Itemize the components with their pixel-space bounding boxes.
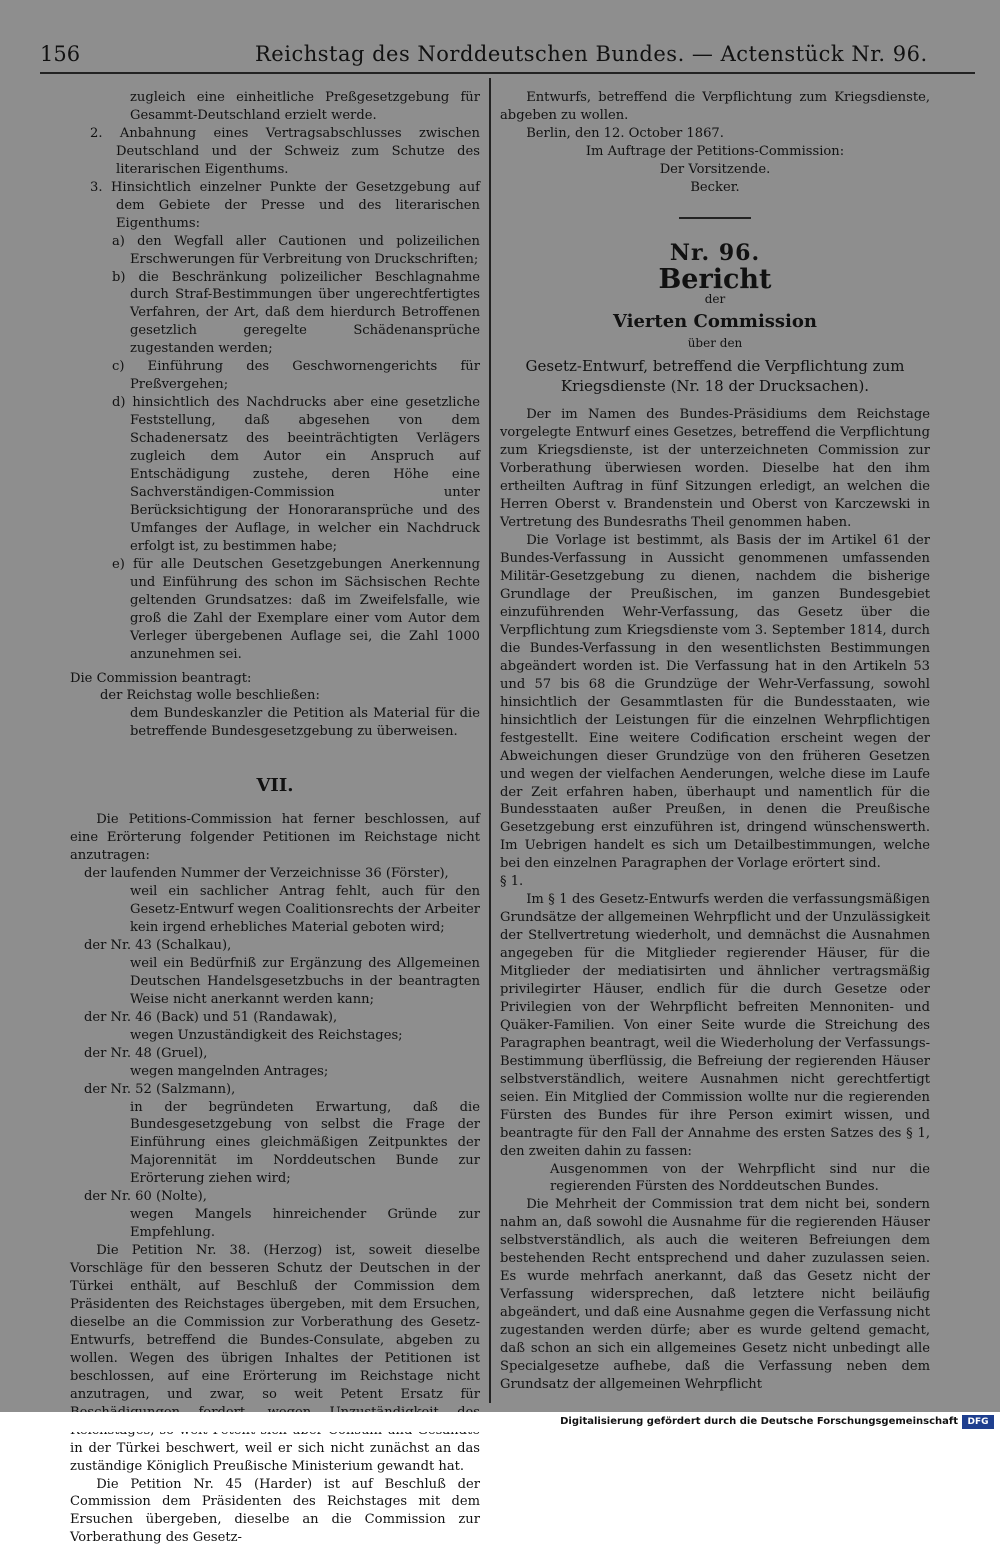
list-item: der Nr. 48 (Gruel),	[84, 1045, 208, 1061]
footer	[0, 1412, 1000, 1432]
list-item: der Nr. 43 (Schalkau),	[84, 937, 232, 953]
list-item: weil ein Bedürfniß zur Ergänzung des Allgemeinen Deutschen Handelsgesetzbuchs in der beantragten Weise nicht anerkannt werden kann;	[130, 955, 480, 1007]
list-item: wegen Unzuständigkeit des Reichstages;	[130, 1027, 403, 1043]
paragraph: Die Petition Nr. 45 (Harder) ist auf Beschluß der Commission dem Präsidenten des Reichstages mit dem Ersuchen übergeben, dieselbe an die Commission zur Vorberathung des Gesetz-	[70, 1476, 480, 1546]
left-column	[70, 89, 480, 1547]
list-item: b) die Beschränkung polizeilicher Beschlagnahme durch Straf-Bestimmungen über ungerechtfertigtes Verfahren, der Art, daß dem hierdurch Betroffenen gesetzlich geregelte Schädenansprüche zugestanden werden;	[112, 269, 480, 357]
section-heading: § 1.	[500, 874, 524, 890]
paragraph: dem Bundeskanzler die Petition als Material für die betreffende Bundesgesetzgebung zu überweisen.	[130, 706, 480, 740]
quotation: Ausgenommen von der Wehrpflicht sind nur die regierenden Fürsten des Norddeutschen Bundes.	[550, 1161, 930, 1195]
list-item: der Nr. 60 (Nolte),	[84, 1189, 207, 1205]
report-title: Bericht	[658, 263, 772, 295]
paragraph: Die Petition Nr. 38. (Herzog) ist, soweit dieselbe Vorschläge für den besseren Schutz der Deutschen in der Türkei enthält, auf Beschluß der Commission dem Präsidenten des Reichstages übergeben, mit dem Ersuchen, dieselbe an die Commission zur Vorberathung des Gesetz-Entwurfs, betreffend die Bundes-Consulate, abgeben zu wollen. Wegen des übrigen Inhaltes der Petitionen ist beschlossen, auf eine Erörterung im Reichstage nicht anzutragen, und zwar, so weit Petent Ersatz für in der Türkei beschwert, weil er sich nicht zunächst an das zuständige Königlich Preußische Ministerium gewandt hat.	[70, 1243, 480, 1474]
paragraph: Im § 1 des Gesetz-Entwurfs werden die verfassungsmäßigen Grundsätze der allgemeinen Wehrpflicht und der Unzulässigkeit der Stellvertretung wiederholt, und demnächst die Ausnahmen angegeben für die Mitglieder regierender Häuser, für die Mitglieder der mediatisirten und ähnlicher vertragsmäßig privilegirter Häuser, endlich für die durch Gesetze oder Privilegien von der Wehrpflicht befreiten Mennoniten- und Quäker-Familien. Von einer Seite wurde die Streichung des Paragraphen beantragt, weil die Wiederholung der Verfassungs-Bestimmung überflüssig, die Befreiung der regierenden Häuser selbstverständlich, weitere Ausnahmen nicht gerechtfertigt seien. Ein Mitglied der Commission wollte nur die regierenden Fürsten des Bundes für ihre Person eximirt wissen, und beantragte für den Fall der Annahme des ersten Satzes des § 1, den zweiten dahin zu fassen:	[500, 892, 930, 1159]
separator-rule	[679, 217, 751, 219]
list-item: wegen mangelnden Antrages;	[130, 1063, 329, 1079]
signature-line: Im Auftrage der Petitions-Commission:	[585, 143, 845, 159]
commission-name: Vierten Commission	[612, 310, 817, 332]
paragraph: zugleich eine einheitliche Preßgesetzgebung für Gesammt-Deutschland erzielt werde.	[130, 90, 480, 123]
date-line: Berlin, den 12. October 1867.	[526, 125, 724, 141]
list-item: a) den Wegfall aller Cautionen und polizeilichen Erschwerungen für Verbreitung von Druckschriften;	[112, 233, 480, 267]
list-item: der Nr. 52 (Salzmann),	[84, 1081, 236, 1097]
paragraph: Die Petitions-Commission hat ferner beschlossen, auf eine Erörterung folgender Petitionen im Reichstage nicht anzutragen:	[70, 812, 480, 864]
funding-notice: Digitalisierung gefördert durch die Deutsche Forschungsgemeinschaft	[560, 1416, 958, 1427]
list-item: 2. Anbahnung eines Vertragsabschlusses zwischen Deutschland und der Schweiz zum Schutze des literarischen Eigenthums.	[90, 125, 480, 177]
document-number: Nr. 96.	[669, 239, 761, 266]
paragraph: Die Vorlage ist bestimmt, als Basis der im Artikel 61 der Bundes-Verfassung in Aussicht genommenen umfassenden Militär-Gesetzgebung zu dienen, nachdem die bisherige Grundlage der Preußischen, im ganzen Bundesgebiet einzuführenden Wehr-Verfassung, das Gesetz über die Verpflichtung zum Kriegsdienste vom 3. September 1814, durch die Bundes-Verfassung in den wesentlichsten Bestimmungen abgeändert worden ist. Die Verfassung hat in den Artikeln 53 und 57 bis 68 die Grundzüge der Wehr-Verfassung, sowohl hinsichtlich der Gesammtlasten für die Bundesstaaten, wie hinsichtlich der Leistungen für die einzelnen Wehrpflichtigen festgestellt. Eine weitere Codification erscheint wegen der Abweichungen dieser Grundzüge von den früheren Gesetzen und wegen der vielfachen Aenderungen, welche diese im Laufe der Zeit erfahren haben, überhaupt und namentlich für die Bundesstaaten außer Preußen, in denen die Preußische Gesetzgebung erst einzuführen ist, dringend wünschenswerth. Im Uebrigen handelt es sich um Detailbestimmungen, welche bei den einzelnen Paragraphen der Vorlage erörtert sind.	[500, 533, 930, 872]
paragraph: Die Commission beantragt:	[70, 670, 252, 686]
list-item: wegen Mangels hinreichender Gründe zur Empfehlung.	[130, 1207, 480, 1241]
list-item: der Nr. 46 (Back) und 51 (Randawak),	[84, 1009, 338, 1025]
paragraph: Entwurfs, betreffend die Verpflichtung zum Kriegsdienste, abgeben zu wollen.	[500, 90, 930, 123]
list-item: in der begründeten Erwartung, daß die Bundesgesetzgebung von selbst die Frage der Einführung eines gleichmäßigen Zeitpunktes der Majorennität im Norddeutschen Bunde zur Erörterung ziehen wird;	[130, 1099, 480, 1187]
signature-role: Der Vorsitzende.	[659, 161, 771, 177]
header-rule	[40, 72, 975, 74]
list-item: c) Einführung des Geschwornengerichts für Preßvergehen;	[112, 359, 480, 393]
title-connector: über den	[687, 335, 743, 350]
paragraph: Die Mehrheit der Commission trat dem nicht bei, sondern nahm an, daß sowohl die Ausnahme für die regierenden Häuser selbstverständlich, als auch die weiteren Befreiungen dem bestehenden Recht entsprechend und daher zuzulassen seien. Es wurde mehrfach anerkannt, daß das Gesetz nicht der Verfassung widersprechen, daß letztere nicht beiläufig abgeändert, und daß eine Ausnahme gegen die Verfassung nicht zugestanden werden dürfe; aber es wurde geltend gemacht, daß schon an sich ein allgemeines Gesetz nicht unbedingt alle Specialgesetze aufhebe, daß die Verfassung neben dem Grundsatz der allgemeinen Wehrpflicht	[500, 1197, 930, 1392]
section-heading: VII.	[256, 775, 294, 797]
running-title: Reichstag des Norddeutschen Bundes. — Actenstück Nr. 96.	[255, 42, 928, 66]
page-header	[40, 42, 970, 72]
signature-name: Becker.	[690, 179, 740, 195]
page-number: 156	[40, 42, 81, 66]
right-column	[500, 89, 930, 1394]
paragraph: der Reichstag wolle beschließen:	[100, 688, 320, 704]
list-item: d) hinsichtlich des Nachdrucks aber eine gesetzliche Feststellung, daß abgesehen von dem Schadenersatz des beeinträchtigten Verlägers zugleich dem Autor ein Anspruch auf Entschädigung zustehe, deren Höhe eine Sachverständigen-Commission unter Berücksichtigung der Honoraransprüche und des Umfanges der Auflage, in welcher ein Nachdruck erfolgt ist, zu bestimmen habe;	[112, 395, 480, 554]
bill-title: Gesetz-Entwurf, betreffend die Verpflichtung zum Kriegsdienste (Nr. 18 der Drucksachen).	[525, 357, 905, 396]
list-item: der laufenden Nummer der Verzeichnisse 36 (Förster),	[84, 866, 449, 882]
title-connector: der	[704, 291, 726, 306]
paragraph: Der im Namen des Bundes-Präsidiums dem Reichstage vorgelegte Entwurf eines Gesetzes, betreffend die Verpflichtung zum Kriegsdienste, ist der unterzeichneten Commission zur Vorberathung überwiesen worden. Dieselbe hat den ihm ertheilten Auftrag in fünf Sitzungen erledigt, an welchen die Herren Oberst v. Brandenstein und Oberst von Karczewski in Vertretung des Bundesraths Theil genommen haben.	[500, 407, 930, 531]
list-item: e) für alle Deutschen Gesetzgebungen Anerkennung und Einführung des schon im Sächsischen Rechte geltenden Grundsatzes: daß im Zweifelsfalle, wie groß die Zahl der Exemplare einer vom Autor dem Verleger übergebenen Auflage sei, die Zahl 1000 anzunehmen sei.	[112, 556, 480, 662]
list-item: 3. Hinsichtlich einzelner Punkte der Gesetzgebung auf dem Gebiete der Presse und des literarischen Eigenthums:	[90, 179, 480, 231]
dfg-logo: DFG	[962, 1415, 994, 1429]
list-item: weil ein sachlicher Antrag fehlt, auch für den Gesetz-Entwurf wegen Coalitionsrechts der Arbeiter kein irgend erhebliches Material geboten wird;	[130, 884, 480, 935]
column-divider	[489, 78, 491, 1403]
